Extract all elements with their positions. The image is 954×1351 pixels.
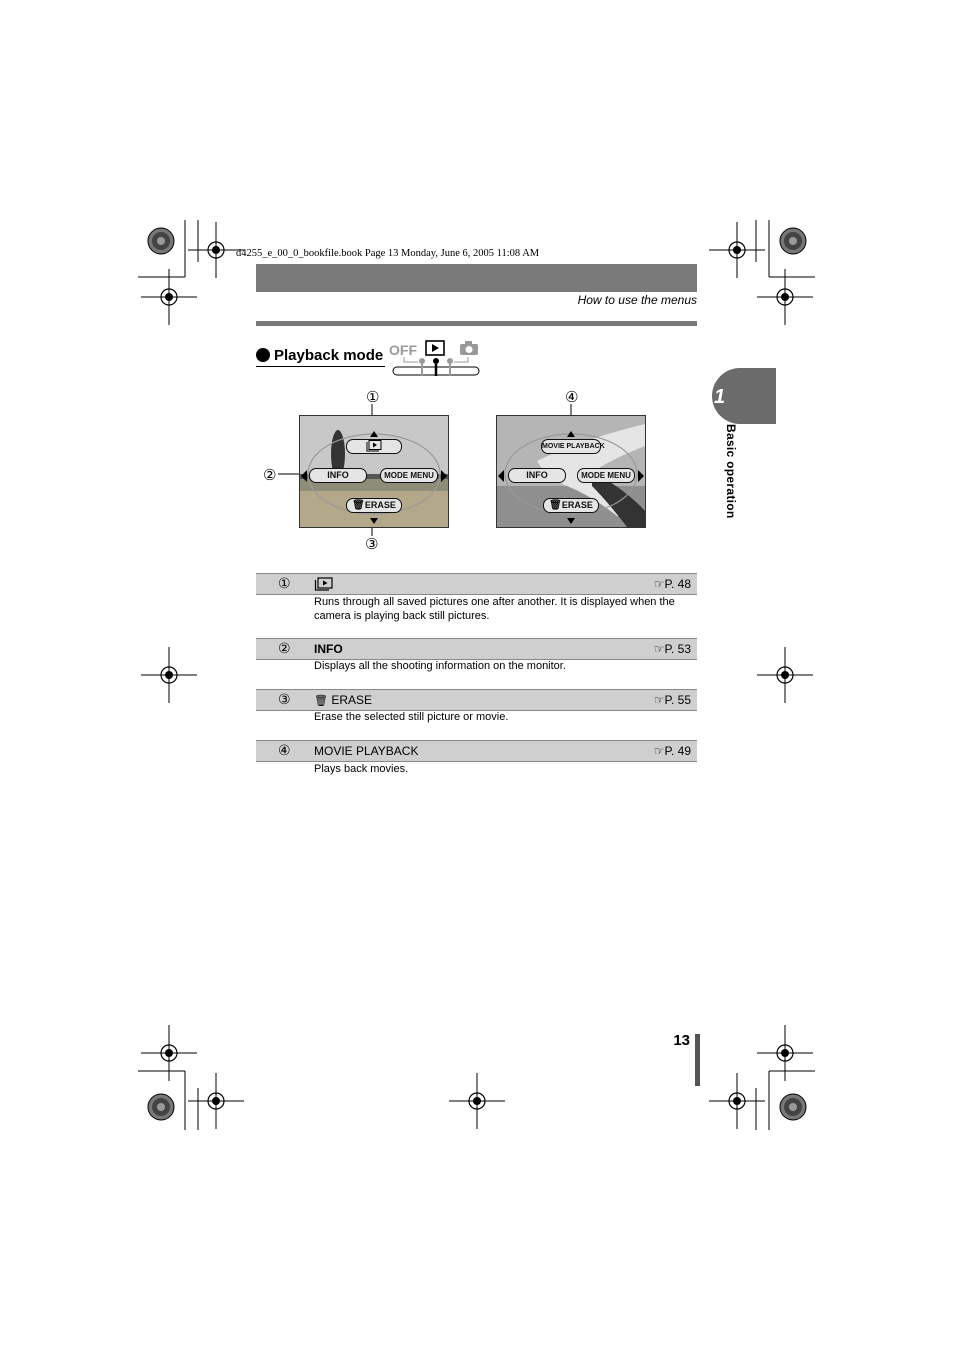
playback-mode-label: Playback mode <box>274 347 384 364</box>
section-label: How to use the menus <box>577 293 697 307</box>
item-row-1 <box>256 573 697 595</box>
page-ref-label: P. 48 <box>664 577 691 591</box>
callout-2: ② <box>263 466 277 484</box>
item-label: ERASE <box>331 693 372 707</box>
item-row-4 <box>256 740 697 762</box>
item-number: ② <box>278 641 291 657</box>
callout-1: ① <box>366 388 380 406</box>
reference-icon: ☞ <box>653 693 665 707</box>
item-label-wrap <box>314 690 372 711</box>
sequential-playback-icon <box>365 440 383 452</box>
chapter-number: 1 <box>714 386 726 408</box>
item-label: MOVIE PLAYBACK <box>314 744 419 758</box>
book-file-header: d4255_e_00_0_bookfile.book Page 13 Monday, June 6, 2005 11:08 AM <box>236 248 540 259</box>
page-reference[interactable] <box>654 690 691 710</box>
trash-icon: 🗑 <box>549 500 562 511</box>
item-description: Runs through all saved pictures one after another. It is displayed when the camera is playing back still pictures. <box>314 596 675 622</box>
playback-screen-movie <box>496 415 646 528</box>
item-label: INFO <box>314 642 343 656</box>
erase-label: ERASE <box>561 500 593 510</box>
item-number: ③ <box>278 692 291 708</box>
page-reference[interactable] <box>654 639 691 659</box>
callout-3: ③ <box>365 535 379 553</box>
item-row-3 <box>256 689 697 711</box>
item-number: ④ <box>278 743 291 759</box>
erase-button[interactable] <box>543 498 599 513</box>
item-description: Erase the selected still picture or movie. <box>314 711 509 723</box>
chapter-title: Basic operation <box>724 424 738 519</box>
info-button[interactable]: INFO <box>309 468 367 483</box>
item-number: ① <box>278 576 291 592</box>
movie-playback-button[interactable]: MOVIE PLAYBACK <box>541 439 601 454</box>
item-row-2 <box>256 638 697 660</box>
page-reference[interactable] <box>654 741 691 761</box>
item-description: Displays all the shooting information on the monitor. <box>314 660 566 672</box>
mode-menu-button[interactable]: MODE MENU <box>577 468 635 483</box>
item-description: Plays back movies. <box>314 763 409 775</box>
erase-button[interactable] <box>346 498 402 513</box>
erase-label: ERASE <box>364 500 396 510</box>
sequential-playback-button[interactable] <box>346 439 402 454</box>
page-reference[interactable] <box>654 574 691 594</box>
reference-icon: ☞ <box>653 744 665 758</box>
page-ref-label: P. 55 <box>664 693 691 707</box>
info-button[interactable]: INFO <box>508 468 566 483</box>
page-number: 13 <box>673 1032 690 1049</box>
reference-icon: ☞ <box>653 577 665 591</box>
trash-icon: 🗑 <box>352 500 365 511</box>
playback-screen-still <box>299 415 449 528</box>
off-label: OFF <box>389 342 417 358</box>
mode-menu-button[interactable]: MODE MENU <box>380 468 438 483</box>
callout-4: ④ <box>565 388 579 406</box>
trash-icon: 🗑 <box>314 695 328 707</box>
page-number-bar <box>695 1034 700 1086</box>
reference-icon: ☞ <box>653 642 665 656</box>
sequential-playback-icon <box>314 574 334 594</box>
page-ref-label: P. 53 <box>664 642 691 656</box>
page-ref-label: P. 49 <box>664 744 691 758</box>
